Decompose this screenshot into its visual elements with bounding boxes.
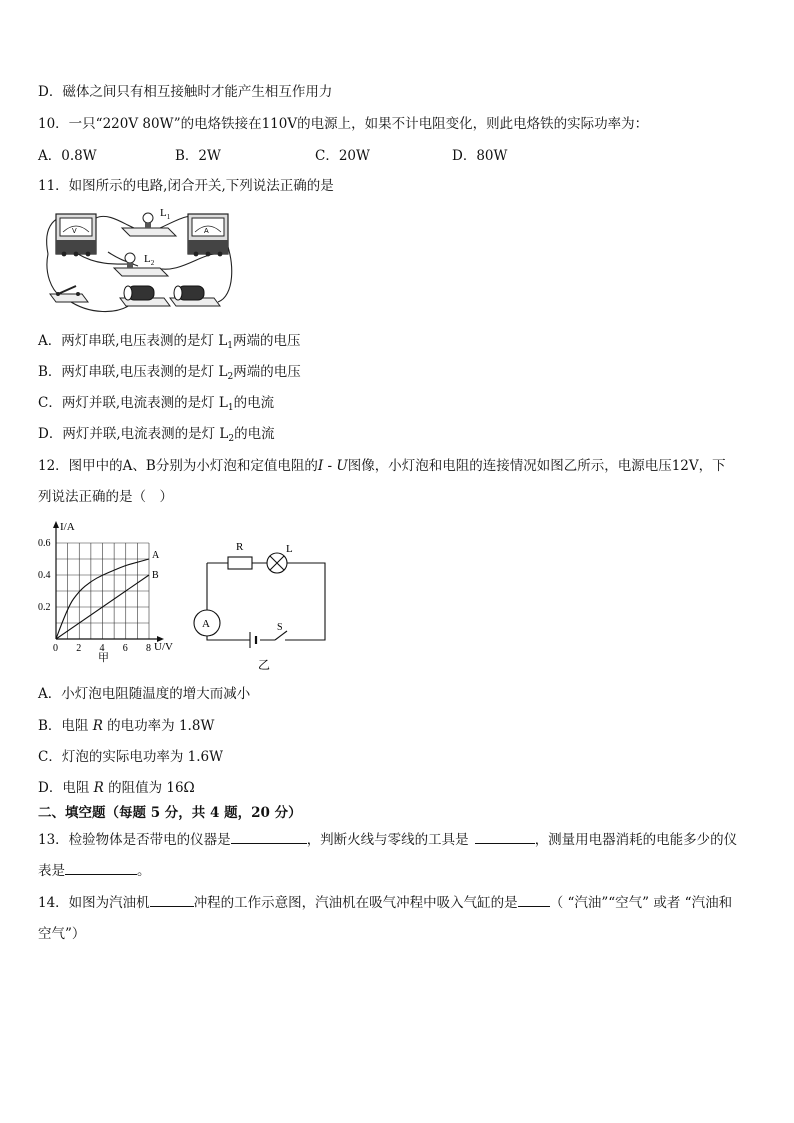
q10-stem: 10．一只“220V 80W”的电烙铁接在110V的电源上，如果不计电阻变化，则此电烙铁的实际功率为： [38, 116, 649, 132]
y-tick-label: 0.4 [38, 570, 51, 581]
q14-line1: 14．如图为汽油机 冲程的工作示意图，汽油机在吸气冲程中吸入气缸的是 （ “汽油”“空气” 或者 “汽油和 [38, 895, 733, 911]
switch-icon [50, 286, 88, 302]
q11-option-b: B．两灯串联,电压表测的是灯 $L_2$两端的电压 [38, 364, 301, 382]
q14-blank-2[interactable] [518, 893, 550, 907]
circuit-caption: 乙 [258, 658, 271, 672]
q12-option-b: B．电阻 R 的电功率为 1.8W [38, 718, 215, 734]
q11-option-c: C．两灯并联,电流表测的是灯 $L_1$的电流 [38, 395, 275, 413]
q11-label-l1: $L_1$ [160, 207, 171, 221]
svg-text:A: A [204, 228, 209, 235]
q13-line2: 表是 。 [38, 863, 151, 879]
voltmeter-icon [56, 214, 96, 256]
circuit-label-l: L [286, 543, 293, 555]
circuit-label-r: R [236, 541, 244, 553]
q12-circuit-diagram [190, 536, 340, 674]
circuit-label-a: A [202, 618, 210, 630]
q12-stem-line1: 12．图甲中的A、B分别为小灯泡和定值电阻的I - U图像，小灯泡和电阻的连接情况如图乙所示，电源电压12V，下 [38, 458, 726, 474]
q14-blank-1[interactable] [150, 893, 194, 907]
x-tick-label: 6 [122, 643, 128, 654]
q11-label-l2: $L_2$ [144, 253, 155, 267]
q10-option-c: C．20W [315, 148, 370, 164]
series-b-label: B [152, 570, 159, 581]
x-tick-label: 8 [146, 643, 151, 654]
q12-stem-line2: 列说法正确的是（ ） [38, 489, 173, 505]
q14-line2: 空气”） [38, 926, 86, 942]
q11-option-a: A．两灯串联,电压表测的是灯 $L_1$两端的电压 [38, 333, 301, 351]
q12-option-c: C．灯泡的实际电功率为 1.6W [38, 749, 223, 765]
q12-option-a: A．小灯泡电阻随温度的增大而减小 [38, 686, 251, 702]
x-tick-label: 2 [76, 643, 82, 654]
series-a-label: A [152, 550, 160, 561]
graph-y-label: I/A [60, 521, 75, 533]
graph-caption: 甲 [98, 652, 109, 664]
q9-option-d: D．磁体之间只有相互接触时才能产生相互作用力 [38, 84, 333, 100]
resistor-r-icon [228, 557, 252, 569]
q13-blank-2[interactable] [475, 830, 535, 844]
ammeter-icon [188, 214, 228, 256]
graph-y-arrow-icon [53, 521, 59, 528]
battery-2-icon [170, 286, 220, 306]
q12-option-d: D．电阻 R 的阻值为 16Ω [38, 780, 195, 796]
q13-blank-1[interactable] [231, 830, 307, 844]
graph-series [56, 550, 160, 639]
y-tick-label: 0.2 [38, 602, 51, 613]
q11-circuit-figure [38, 204, 238, 322]
graph-x-label: U/V [154, 641, 173, 653]
section2-heading: 二、填空题（每题 5 分，共 4 题，20 分） [38, 805, 302, 821]
q13-blank-3[interactable] [65, 861, 137, 875]
q10-option-b: B．2W [175, 148, 221, 164]
q13-line1: 13．检验物体是否带电的仪器是 ，判断火线与零线的工具是 ，测量用电器消耗的电能多少的仪 [38, 832, 738, 848]
q11-option-d: D．两灯并联,电流表测的是灯 $L_2$的电流 [38, 426, 275, 444]
battery-1-icon [120, 286, 170, 306]
graph-grid [56, 543, 149, 639]
x-tick-label: 4 [99, 643, 105, 654]
q11-stem: 11．如图所示的电路,闭合开关,下列说法正确的是 [38, 178, 334, 194]
svg-text:V: V [72, 228, 77, 235]
x-tick-label: 0 [53, 643, 58, 654]
y-tick-label: 0.6 [38, 538, 51, 549]
q10-option-d: D．80W [452, 148, 508, 164]
q10-option-a: A．0.8W [38, 148, 97, 164]
q12-iu-graph [36, 518, 186, 668]
circuit-label-s: S [277, 622, 283, 633]
